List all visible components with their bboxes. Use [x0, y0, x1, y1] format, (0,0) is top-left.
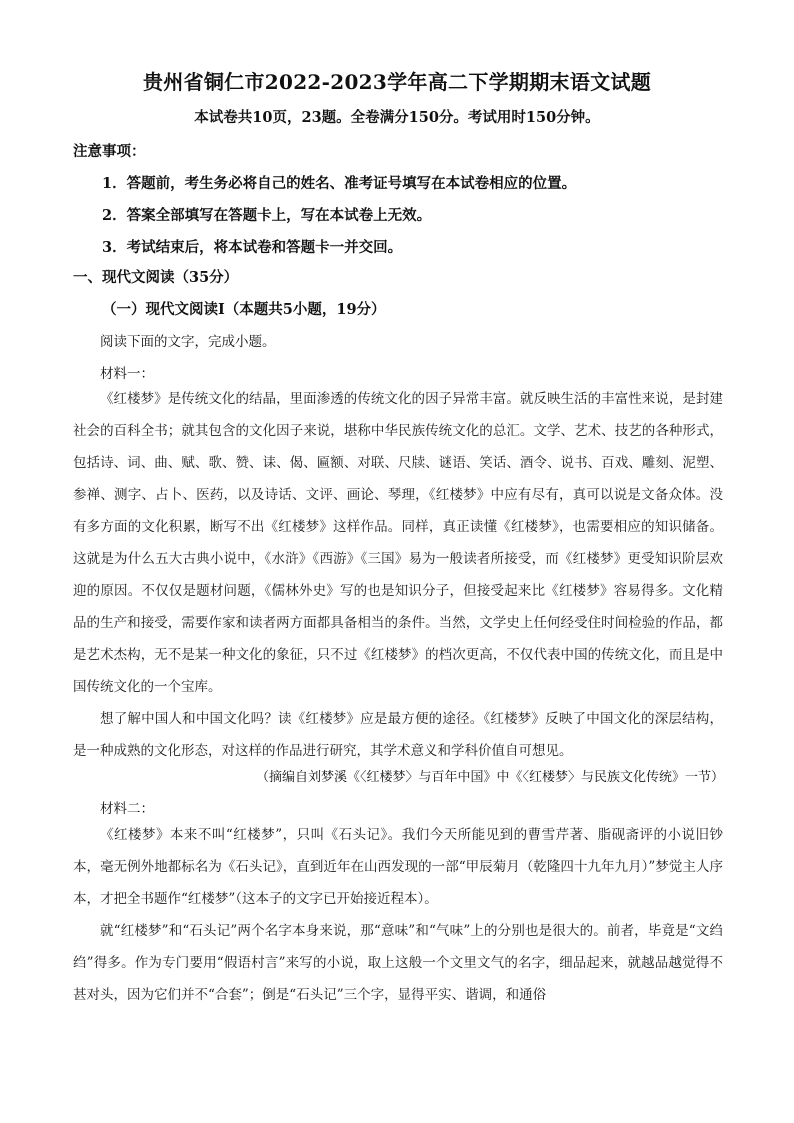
notice-heading: 注意事项： [73, 143, 146, 160]
material-2-paragraph: 《红楼梦》本来不叫“红楼梦”，只叫《石头记》。我们今天所能见到的曹雪芹著、脂砚斋评的小说旧钞本，毫无例外地都标名为《石头记》，直到近年在山西发现的一部“甲辰菊月（乾隆四十九年九月）”梦觉主人序本，才把全书题作“红楼梦”（这本子的文字已开始接近程本）。 [73, 827, 723, 907]
exam-subtitle: 本试卷共10页，23题。全卷满分150分。考试用时150分钟。 [194, 109, 600, 126]
notice-item-3: 3．考试结束后，将本试卷和答题卡一并交回。 [102, 239, 403, 256]
sub-section-heading: （一）现代文阅读Ⅰ（本题共5小题，19分） [102, 301, 386, 318]
material-1-label: 材料一： [100, 366, 154, 382]
material-1-source: （摘编自刘梦溪《〈红楼梦〉与百年中国》中《〈红楼梦〉与民族文化传统》一节） [255, 770, 724, 785]
section-heading: 一、现代文阅读（35分） [73, 269, 239, 286]
material-1-paragraph: 《红楼梦》是传统文化的结晶，里面渗透的传统文化的因子异常丰富。就反映生活的丰富性来说，是封建社会的百科全书；就其包含的文化因子来说，堪称中华民族传统文化的总汇。文学、艺术、技艺的各种形式，包括诗、词、曲、赋、歌、赞、诔、偈、匾额、对联、尺牍、谜语、笑话、酒令、说书、百戏、雕刻、泥塑、参禅、测字、占卜、医药，以及诗话、文评、画论、琴理，《红楼梦》中应有尽有，真可以说是文备众体。没有多方面的文化积累，断写不出《红楼梦》这样作品。同样，真正读懂《红楼梦》，也需要相应的知识储备。这就是为什么五大古典小说中，《水浒》《西游》《三国》易为一般读者所接受，而《红楼梦》更受知识阶层欢迎的原因。不仅仅是题材问题，《儒林外史》写的也是知识分子，但接受起来比《红楼梦》容易得多。文化精品的生产和接受，需要作家和读者两方面都具备相当的条件。当然，文学史上任何经受住时间检验的作品，都是艺术杰构，无不是某一种文化的象征，只不过《红楼梦》的档次更高，不仅代表中国的传统文化，而且是中国传统文化的一个宝库。 [73, 391, 723, 695]
exam-title: 贵州省铜仁市2022-2023学年高二下学期期末语文试题 [142, 70, 652, 94]
material-1-body [73, 383, 723, 767]
notice-item-2: 2．答案全部填写在答题卡上，写在本试卷上无效。 [102, 207, 432, 224]
material-1-paragraph: 想了解中国人和中国文化吗？读《红楼梦》应是最方便的途径。《红楼梦》反映了中国文化的深层结构，是一种成熟的文化形态，对这样的作品进行研究，其学术意义和学科价值自可想见。 [73, 711, 723, 759]
material-2-paragraph: 就“红楼梦”和“石头记”两个名字本身来说，那“意味”和“气味”上的分别也是很大的。前者，毕竟是“文绉绉”得多。作为专门要用“假语村言”来写的小说，取上这般一个文里文气的名字，细品起来，就越品越觉得不甚对头，因为它们并不“合套”；倒是“石头记”三个字，显得平实、谐调，和通俗 [73, 923, 723, 1003]
notice-item-1: 1．答题前，考生务必将自己的姓名、准考证号填写在本试卷相应的位置。 [102, 175, 577, 192]
material-2-label: 材料二： [100, 801, 154, 817]
reading-instruction: 阅读下面的文字，完成小题。 [100, 334, 276, 349]
material-2-body [73, 819, 723, 1011]
